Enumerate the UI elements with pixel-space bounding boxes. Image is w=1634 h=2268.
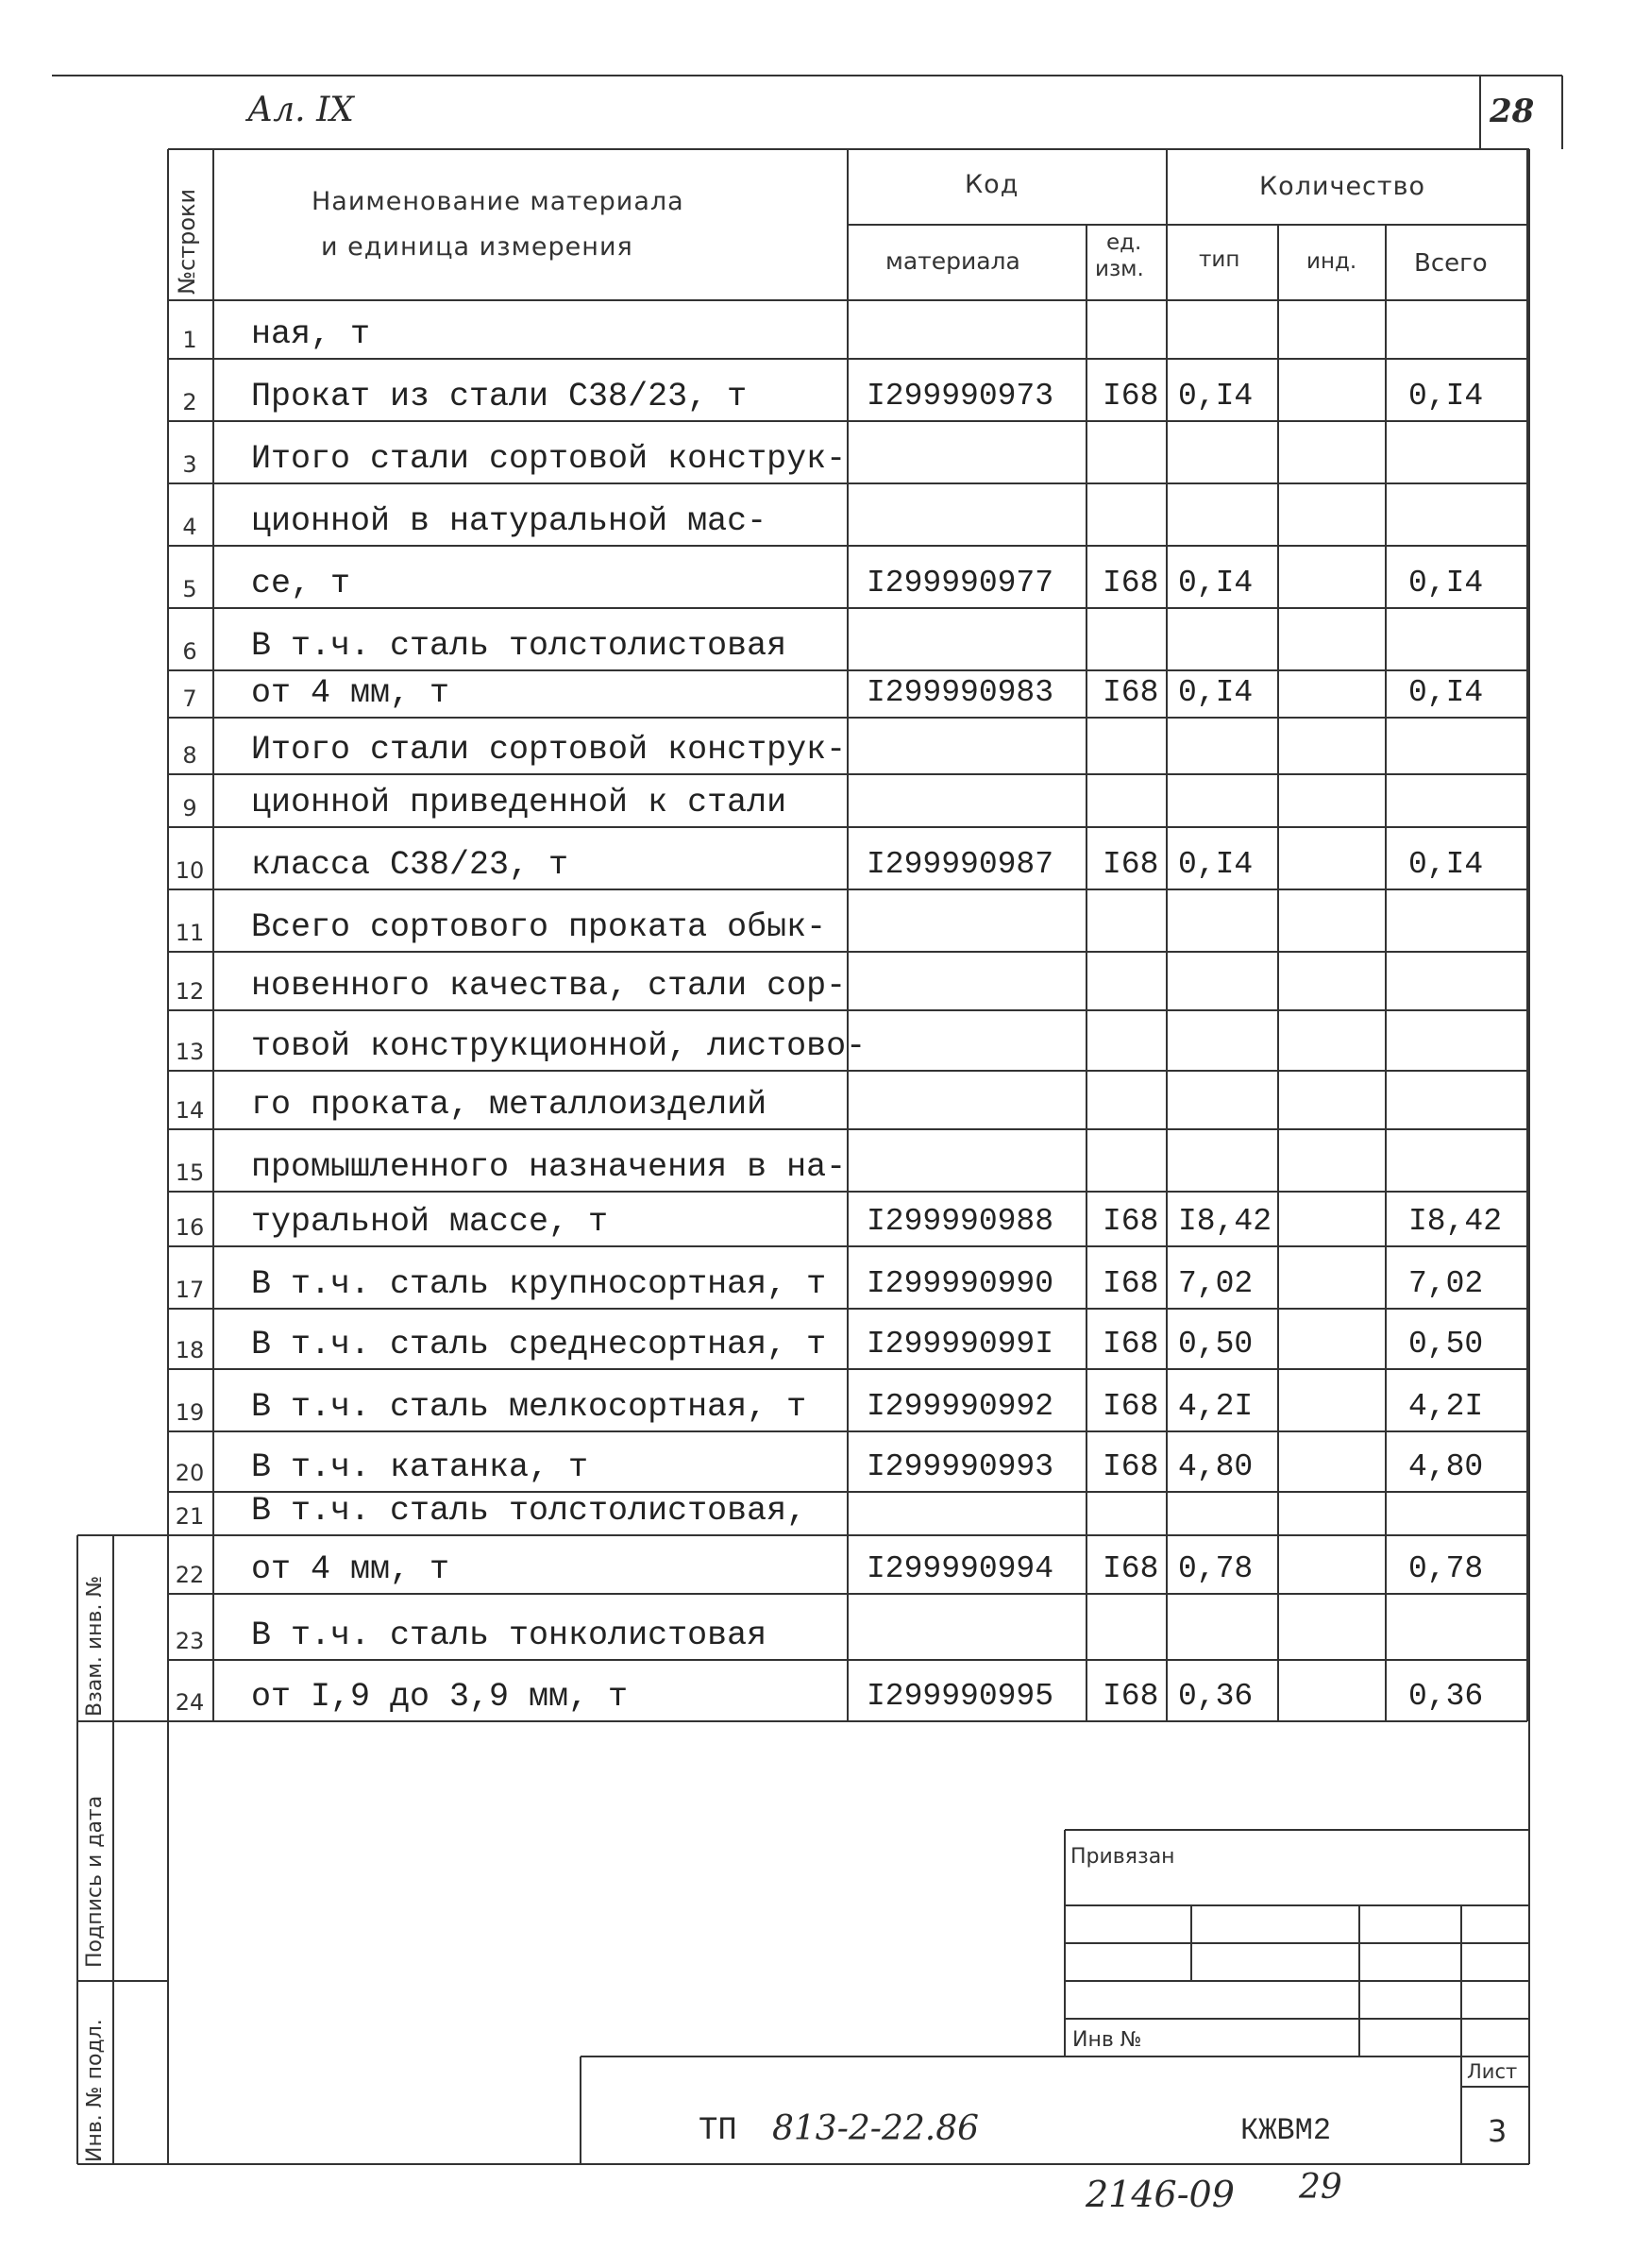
row-number: 5 <box>182 576 197 602</box>
row-unit: I68 <box>1103 1204 1159 1239</box>
header-qty-ind: инд. <box>1306 249 1357 274</box>
header-code-material: материала <box>885 247 1020 275</box>
row-number: 11 <box>175 920 205 946</box>
row-code: I29999099I <box>867 1327 1054 1362</box>
row-total: 0,I4 <box>1408 847 1484 882</box>
side-stamp-podpis: Подпись и дата <box>83 1795 107 1968</box>
row-type: 0,I4 <box>1178 847 1254 882</box>
row-type: 0,36 <box>1178 1679 1254 1714</box>
row-number: 13 <box>175 1039 205 1065</box>
row-total: I8,42 <box>1408 1204 1503 1239</box>
row-code: I299990995 <box>867 1679 1054 1714</box>
tp-prefix: ТП <box>699 2113 737 2149</box>
row-number: 19 <box>175 1399 205 1426</box>
row-type: 7,02 <box>1178 1266 1254 1301</box>
side-stamp-inv-podl: Инв. № подл. <box>83 2019 107 2162</box>
row-unit: I68 <box>1103 379 1159 414</box>
row-code: I299990987 <box>867 847 1054 882</box>
row-name: В т.ч. катанка, т <box>251 1448 589 1486</box>
row-code: I299990992 <box>867 1389 1054 1424</box>
row-name: Итого стали сортовой конструк- <box>251 731 847 769</box>
row-type: 4,2I <box>1178 1389 1254 1424</box>
row-unit: I68 <box>1103 1449 1159 1484</box>
row-name: ционной приведенной к стали <box>251 784 787 821</box>
row-code: I299990994 <box>867 1551 1054 1586</box>
row-unit: I68 <box>1103 847 1159 882</box>
header-qty-total: Всего <box>1414 249 1488 278</box>
row-total: 0,I4 <box>1408 379 1484 414</box>
header-unit-line2: изм. <box>1095 257 1144 281</box>
row-unit: I68 <box>1103 675 1159 710</box>
row-name: Итого стали сортовой конструк- <box>251 440 847 478</box>
doc-mark: КЖВМ2 <box>1240 2113 1332 2148</box>
row-number: 10 <box>175 857 205 884</box>
row-name: В т.ч. сталь тонколистовая <box>251 1616 767 1654</box>
row-name: Прокат из стали С38/23, т <box>251 378 748 415</box>
footer-handwritten-number: 2146-09 <box>1086 2174 1235 2215</box>
row-name: В т.ч. сталь крупносортная, т <box>251 1265 827 1303</box>
row-type: 0,I4 <box>1178 675 1254 710</box>
row-name: В т.ч. сталь среднесортная, т <box>251 1326 827 1363</box>
row-number: 21 <box>175 1503 205 1530</box>
row-name: от 4 мм, т <box>251 1550 450 1588</box>
row-name: ная, т <box>251 315 371 353</box>
sheet-handwritten-label: Ал. IХ <box>247 91 354 129</box>
row-number: 18 <box>175 1337 205 1363</box>
row-number: 8 <box>182 742 197 769</box>
row-number: 20 <box>175 1460 205 1486</box>
row-type: 0,I4 <box>1178 566 1254 601</box>
row-number: 2 <box>182 389 197 415</box>
row-code: I299990977 <box>867 566 1054 601</box>
row-unit: I68 <box>1103 1389 1159 1424</box>
row-total: 0,I4 <box>1408 566 1484 601</box>
header-qty-type: тип <box>1199 247 1240 272</box>
row-total: 7,02 <box>1408 1266 1484 1301</box>
page-number: 28 <box>1490 93 1535 130</box>
header-row-number: №строки <box>174 188 200 295</box>
row-number: 16 <box>175 1214 205 1241</box>
row-code: I299990988 <box>867 1204 1054 1239</box>
row-name: В т.ч. сталь мелкосортная, т <box>251 1388 807 1426</box>
row-name: В т.ч. сталь толстолистовая, <box>251 1492 807 1530</box>
row-number: 22 <box>175 1562 205 1588</box>
row-type: 0,78 <box>1178 1551 1254 1586</box>
header-unit-line1: ед. <box>1106 230 1142 255</box>
row-name: В т.ч. сталь толстолистовая <box>251 627 787 665</box>
row-name: се, т <box>251 565 351 602</box>
row-type: 0,I4 <box>1178 379 1254 414</box>
header-name-line1: Наименование материала <box>312 187 684 216</box>
row-code: I299990993 <box>867 1449 1054 1484</box>
row-name: класса С38/23, т <box>251 846 569 884</box>
row-number: 17 <box>175 1277 205 1303</box>
row-number: 24 <box>175 1689 205 1716</box>
list-label: Лист <box>1467 2060 1518 2083</box>
row-total: 4,80 <box>1408 1449 1484 1484</box>
inv-no-label: Инв № <box>1072 2028 1142 2052</box>
row-number: 4 <box>182 514 197 540</box>
row-name: промышленного назначения в на- <box>251 1148 847 1186</box>
row-type: 4,80 <box>1178 1449 1254 1484</box>
side-stamp-vzam: Взам. инв. № <box>83 1575 107 1717</box>
row-name: го проката, металлоизделий <box>251 1086 767 1124</box>
row-number: 15 <box>175 1159 205 1186</box>
header-code-group: Код <box>965 170 1019 199</box>
doc-number: 813-2-22.86 <box>772 2109 980 2148</box>
row-unit: I68 <box>1103 1266 1159 1301</box>
header-qty-group: Количество <box>1259 172 1426 201</box>
row-number: 1 <box>182 327 197 353</box>
row-code: I299990990 <box>867 1266 1054 1301</box>
row-name: товой конструкционной, листово- <box>251 1027 867 1065</box>
row-number: 9 <box>182 795 197 821</box>
row-unit: I68 <box>1103 1679 1159 1714</box>
row-number: 7 <box>182 685 197 712</box>
row-total: 0,78 <box>1408 1551 1484 1586</box>
row-number: 14 <box>175 1097 205 1124</box>
footer-page-number: 29 <box>1299 2168 1342 2207</box>
row-total: 4,2I <box>1408 1389 1484 1424</box>
row-unit: I68 <box>1103 566 1159 601</box>
row-total: 0,36 <box>1408 1679 1484 1714</box>
row-type: 0,50 <box>1178 1327 1254 1362</box>
row-unit: I68 <box>1103 1327 1159 1362</box>
header-name-line2: и единица измерения <box>321 232 633 262</box>
row-number: 3 <box>182 451 197 478</box>
row-type: I8,42 <box>1178 1204 1272 1239</box>
privyazan-label: Привязан <box>1070 1845 1175 1869</box>
row-name: новенного качества, стали сор- <box>251 967 847 1005</box>
row-unit: I68 <box>1103 1551 1159 1586</box>
row-name: от 4 мм, т <box>251 674 450 712</box>
row-name: от I,9 до 3,9 мм, т <box>251 1678 629 1716</box>
row-code: I299990973 <box>867 379 1054 414</box>
row-name: туральной массе, т <box>251 1203 609 1241</box>
row-name: Всего сортового проката обык- <box>251 908 827 946</box>
row-total: 0,50 <box>1408 1327 1484 1362</box>
row-name: ционной в натуральной мас- <box>251 502 767 540</box>
row-number: 23 <box>175 1628 205 1654</box>
row-total: 0,I4 <box>1408 675 1484 710</box>
row-number: 6 <box>182 638 197 665</box>
row-code: I299990983 <box>867 675 1054 710</box>
sheet-number: 3 <box>1488 2113 1508 2149</box>
row-number: 12 <box>175 978 205 1005</box>
